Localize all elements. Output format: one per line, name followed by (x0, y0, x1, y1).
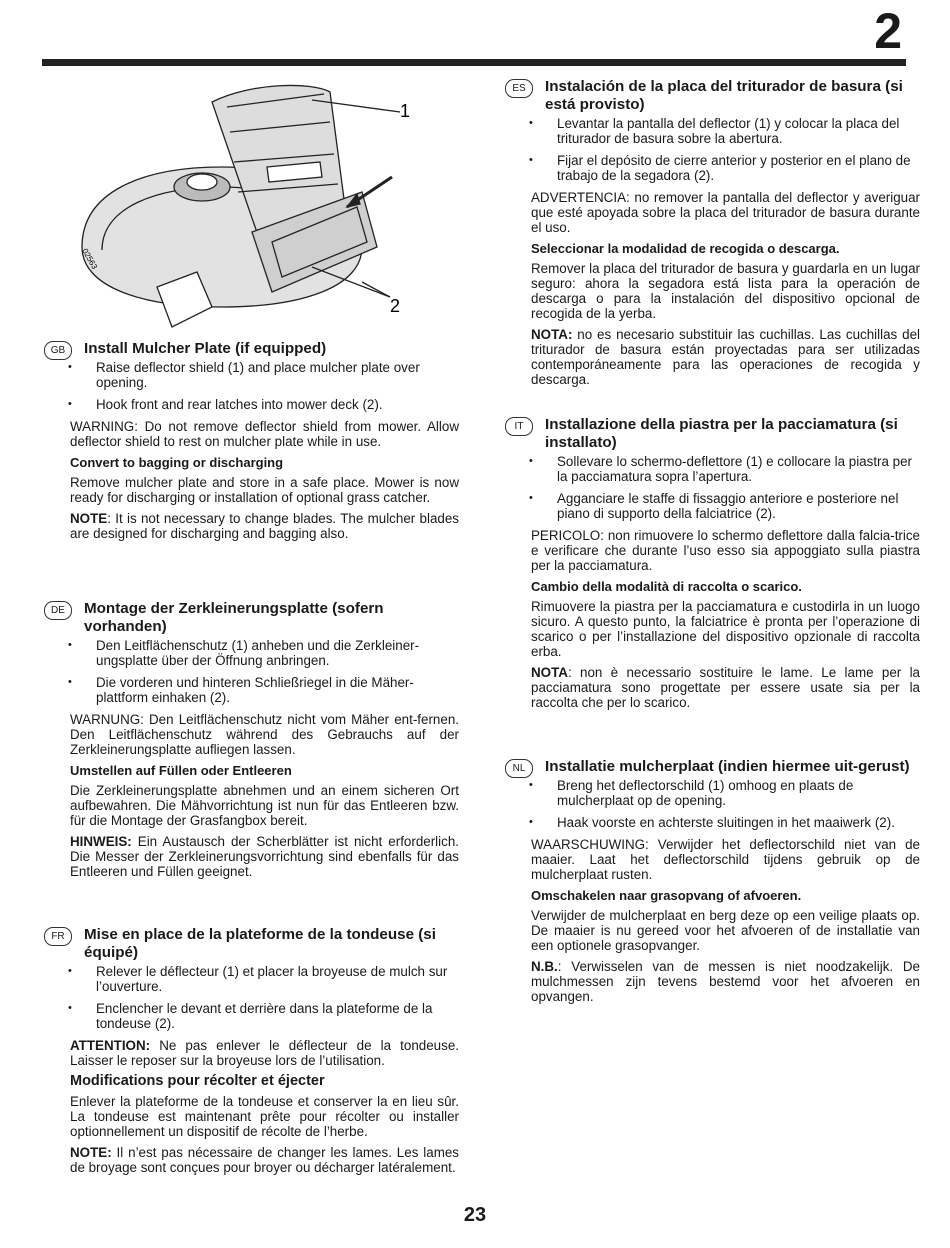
lang-badge-de: DE (44, 601, 72, 620)
note-label: NOTA: (531, 327, 573, 342)
list-item: • Agganciare le staffe di fissaggio anteriore e posteriore nel piano di supporto della falciatrice (2). (505, 491, 920, 521)
section-title: Mise en place de la plateforme de la tondeuse (si équipé) (84, 926, 436, 961)
note-text: Ein Austausch der Scherblätter ist nicht erforderlich. Die Messer der Zerkleinerungsvorrichtung sind ebenfalls für das Entleeren und Füllen geeignet. (70, 834, 459, 879)
section-heading (44, 600, 459, 636)
subheading: Cambio della modalità di raccolta o scarico. (531, 579, 802, 594)
section-title: Installazione della piastra per la pacciamatura (si installato) (545, 416, 898, 451)
note-text: no es necesario substituir las cuchillas. Las cuchillas del triturador de basura están proyectadas para ser utilizadas contemporáneamente para las operaciones de recogida y descarga. (531, 327, 920, 387)
paragraph: Enlever la plateforme de la tondeuse et conserver la en lieu sûr. La tondeuse est maintenant prête pour récolter ou installer optionnellement un dispositif de récolte de l’herbe. (70, 1094, 459, 1139)
list-item: • Enclencher le devant et derrière dans la plateforme de la tondeuse (2). (44, 1001, 459, 1031)
section-it (505, 416, 920, 716)
page-number: 23 (463, 1204, 487, 1226)
list-item: • Die vorderen und hinteren Schließriegel in die Mäher-plattform einhaken (2). (44, 675, 459, 705)
list-item: • Hook front and rear latches into mower deck (2). (44, 397, 459, 412)
warning-text: WARNING: Do not remove deflector shield from mower. Allow deflector shield to rest on mulcher plate while in use. (70, 419, 459, 449)
paragraph: Remover la placa del triturador de basura y guardarla en un lugar seguro: ahora la segadora está lista para la operación de descarga o para la instalación del dispositivo opcional de recogida de la yerba. (531, 261, 920, 321)
note-label: NOTA (531, 665, 568, 680)
warning-text: ADVERTENCIA: no remover la pantalla del deflector y averiguar que esté apoyada sobre la placa del triturador de basura durante el uso. (531, 190, 920, 235)
list-item: • Haak voorste en achterste sluitingen in het maaiwerk (2). (505, 815, 920, 830)
note-text: Il n’est pas nécessaire de changer les lames. Les lames de broyage sont conçues pour broyer ou décharger latéralement. (70, 1145, 459, 1175)
subheading: Seleccionar la modalidad de recogida o descarga. (531, 241, 840, 256)
note-label: NOTE: (70, 1145, 112, 1160)
note-label: NOTE (70, 511, 108, 526)
note-text: : non è necessario sostituire le lame. Le lame per la pacciamatura sono progettate per essere usate sia per la raccolta che per lo scarico. (531, 665, 920, 710)
section-es (505, 78, 920, 393)
subheading: Modifications pour récolter et éjecter (70, 1073, 325, 1089)
figure-code: 02563 (80, 247, 100, 271)
list-item: • Den Leitflächenschutz (1) anheben und die Zerkleiner-ungsplatte über der Öffnung anbringen. (44, 638, 459, 668)
section-fr (44, 926, 459, 1181)
note-label: HINWEIS: (70, 834, 132, 849)
warning-text: WARNUNG: Den Leitflächenschutz nicht vom Mäher ent-fernen. Den Leitflächenschutz während des Gebrauchs auf der Zerkleinerungsplatte aufliegen lassen. (70, 712, 459, 757)
section-de (44, 600, 459, 885)
warning-text: WAARSCHUWING: Verwijder het deflectorschild niet van de maaier. Laat het deflectorschild tijdens gebruik op de mulcherplaat rusten. (531, 837, 920, 882)
section-heading (44, 926, 459, 962)
paragraph: Die Zerkleinerungsplatte abnehmen und an einem sicheren Ort aufbewahren. Die Mähvorrichtung ist nun für das Entleeren bzw. für die Montage der Grasfangbox bereit. (70, 783, 459, 828)
section-heading (505, 758, 920, 776)
list-item: • Breng het deflectorschild (1) omhoog en plaats de mulcherplaat op de opening. (505, 778, 920, 808)
note (531, 959, 920, 1004)
bullet-list (44, 964, 459, 1031)
lang-badge-es: ES (505, 79, 533, 98)
header-rule (42, 59, 906, 66)
paragraph: Verwijder de mulcherplaat en berg deze op een veilige plaats op. De maaier is nu gereed voor het afvoeren of de installatie van een optionele grasopvanger. (531, 908, 920, 953)
bullet-list (505, 116, 920, 183)
note-text: : It is not necessary to change blades. The mulcher blades are designed for discharging and bagging also. (70, 511, 459, 541)
section-gb (44, 340, 459, 547)
list-item: • Levantar la pantalla del deflector (1) y colocar la placa del triturador de basura sobre la abertura. (505, 116, 920, 146)
bullet-list (44, 360, 459, 412)
subheading: Umstellen auf Füllen oder Entleeren (70, 763, 292, 778)
note (531, 665, 920, 710)
note (70, 511, 459, 541)
note-label: N.B. (531, 959, 558, 974)
bullet-list (505, 778, 920, 830)
list-item: • Raise deflector shield (1) and place mulcher plate over opening. (44, 360, 459, 390)
note-text: : Verwisselen van de messen is niet noodzakelijk. De mulchmessen zijn tevens bestemd voor het afvoeren en opvangen. (531, 959, 920, 1004)
section-heading (505, 78, 920, 114)
list-item: • Sollevare lo schermo-deflettore (1) e collocare la piastra per la pacciamatura sopra l’apertura. (505, 454, 920, 484)
note (70, 834, 459, 879)
note (531, 327, 920, 387)
bullet-list (505, 454, 920, 521)
note (70, 1145, 459, 1175)
bullet-list (44, 638, 459, 705)
list-item: • Fijar el depósito de cierre anterior y posterior en el plano de trabajo de la segadora (2). (505, 153, 920, 183)
chapter-number: 2 (874, 3, 902, 59)
section-title: Montage der Zerkleinerungsplatte (sofern vorhanden) (84, 600, 384, 635)
subheading: Convert to bagging or discharging (70, 455, 284, 470)
warning-text: PERICOLO: non rimuovere lo schermo deflettore dalla falcia-trice e verificare che durante l’uso esso sia appoggiato sulla piastra per la pacciamatura. (531, 528, 920, 573)
paragraph: Rimuovere la piastra per la pacciamatura e custodirla in un luogo sicuro. A questo punto, la falciatrice è pronta per l’operazione di scarico o per l’installazione del dispositivo opzionale di raccolta erba. (531, 599, 920, 659)
list-item: • Relever le déflecteur (1) et placer la broyeuse de mulch sur l’ouverture. (44, 964, 459, 994)
subheading: Omschakelen naar grasopvang of afvoeren. (531, 888, 802, 903)
callout-1: 1 (400, 101, 411, 121)
warning-text: Ne pas enlever le déflecteur de la tondeuse. Laisser le reposer sur la broyeuse lors de l’utilisation. (70, 1038, 459, 1068)
section-title: Installatie mulcherplaat (indien hiermee uit-gerust) (545, 758, 910, 775)
lang-badge-nl: NL (505, 759, 533, 778)
section-nl (505, 758, 920, 1010)
section-title: Instalación de la placa del triturador de basura (si está provisto) (545, 78, 903, 113)
paragraph: Remove mulcher plate and store in a safe place. Mower is now ready for discharging or installation of optional grass catcher. (70, 475, 459, 505)
lang-badge-fr: FR (44, 927, 72, 946)
lang-badge-gb: GB (44, 341, 72, 360)
section-heading (505, 416, 920, 452)
mulcher-plate-illustration (62, 72, 462, 337)
warning-label: ATTENTION: (70, 1038, 151, 1053)
lang-badge-it: IT (505, 417, 533, 436)
section-heading (44, 340, 459, 358)
callout-2: 2 (390, 296, 401, 316)
section-title: Install Mulcher Plate (if equipped) (84, 340, 327, 357)
warning (70, 1038, 459, 1068)
